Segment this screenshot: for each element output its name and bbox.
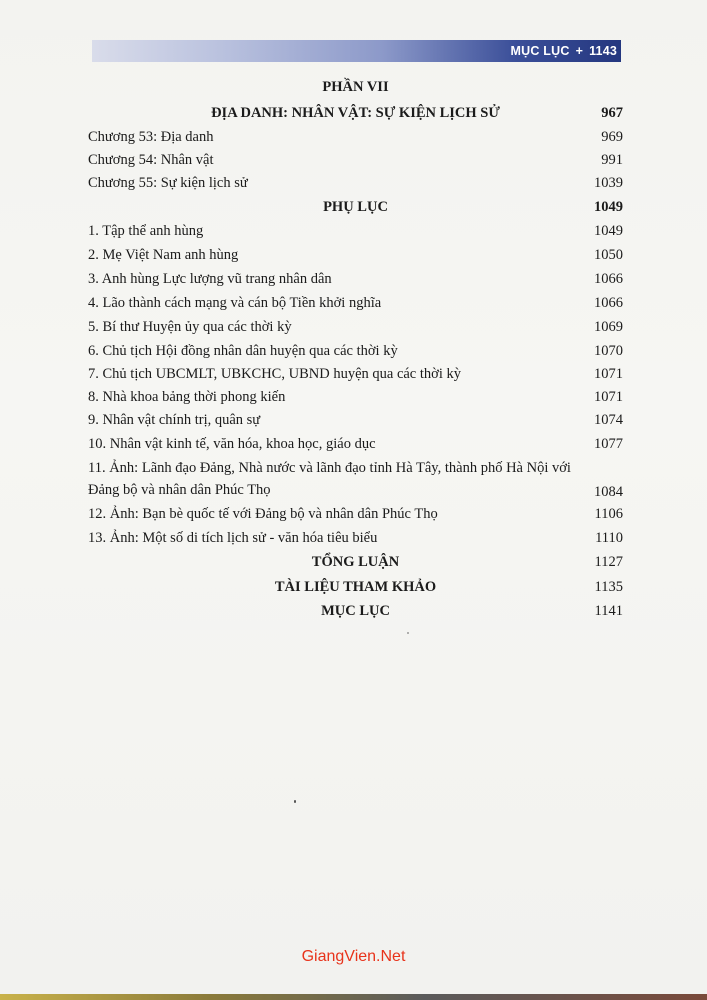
toc-entry-page: 1071	[594, 389, 623, 405]
print-speck	[294, 800, 296, 803]
toc-entry-page: 991	[601, 152, 623, 168]
toc-entry-label: 10. Nhân vật kinh tế, văn hóa, khoa học, giáo dục	[88, 436, 376, 452]
toc-entry-page: 1077	[594, 436, 623, 452]
toc-entry-page: 1049	[594, 223, 623, 239]
toc-entry-page: 1084	[594, 484, 623, 500]
toc-entry-label: Chương 54: Nhân vật	[88, 152, 214, 168]
toc-entry-page: 969	[601, 129, 623, 145]
toc-entry-label: 1. Tập thể anh hùng	[88, 223, 204, 239]
toc-entry-label: 4. Lão thành cách mạng và cán bộ Tiền khởi nghĩa	[88, 295, 382, 311]
toc-entry-page: 1066	[594, 271, 623, 287]
running-header-separator: +	[575, 44, 584, 58]
toc-entry-label: 7. Chủ tịch UBCMLT, UBKCHC, UBND huyện qua các thời kỳ	[88, 366, 461, 382]
toc-entry-page: 1069	[594, 319, 623, 335]
bottom-edge	[0, 994, 707, 1000]
toc-entry-label: 2. Mẹ Việt Nam anh hùng	[88, 247, 239, 263]
toc-entry-label: 9. Nhân vật chính trị, quân sự	[88, 412, 261, 428]
running-header-title: MỤC LỤC	[510, 44, 570, 58]
running-header	[511, 41, 617, 61]
running-header-page-number: 1143	[589, 44, 617, 58]
toc-entry-label: 13. Ảnh: Một số di tích lịch sử - văn hóa tiêu biểu	[88, 530, 378, 546]
appendix-page: 1049	[594, 199, 623, 215]
appendix-title: PHỤ LỤC	[323, 199, 388, 215]
toc-entry-page: 1066	[594, 295, 623, 311]
toc-entry-label: Chương 55: Sự kiện lịch sử	[88, 175, 248, 191]
toc-entry-label: 5. Bí thư Huyện ủy qua các thời kỳ	[88, 319, 292, 335]
part-page: 967	[601, 105, 623, 121]
toc-entry-label: 6. Chủ tịch Hội đồng nhân dân huyện qua các thời kỳ	[88, 343, 398, 359]
toc-entry-label: TÀI LIỆU THAM KHẢO	[274, 579, 437, 595]
toc-entry-page: 1135	[594, 579, 623, 595]
print-speck	[407, 632, 409, 634]
toc-entry-page: 1071	[594, 366, 623, 382]
part-title: ĐỊA DANH: NHÂN VẬT: SỰ KIỆN LỊCH SỬ	[211, 105, 500, 121]
toc-entry-label: Chương 53: Địa danh	[88, 129, 214, 145]
toc-row-appendix-11	[88, 457, 623, 501]
toc-entry-page: 1074	[594, 412, 623, 428]
toc-entry-label: MỤC LỤC	[321, 603, 390, 619]
toc-entry-label: 12. Ảnh: Bạn bè quốc tế với Đảng bộ và nhân dân Phúc Thọ	[88, 506, 438, 522]
toc-entry-page: 1070	[594, 343, 623, 359]
toc-entry-page: 1110	[595, 530, 623, 546]
toc-entry-page: 1141	[594, 603, 623, 619]
toc-entry-label: TỔNG LUẬN	[311, 554, 400, 570]
toc-entry-page: 1106	[594, 506, 623, 522]
toc-entry-page: 1039	[594, 175, 623, 191]
toc-entry-label: 3. Anh hùng Lực lượng vũ trang nhân dân	[88, 271, 332, 287]
toc-entry-label: 11. Ảnh: Lãnh đạo Đảng, Nhà nước và lãnh đạo tỉnh Hà Tây, thành phố Hà Nội với Đảng bộ và nhân dân Phúc Thọ	[88, 460, 571, 498]
toc-entry-page: 1127	[594, 554, 623, 570]
watermark: GiangVien.Net	[301, 948, 406, 965]
part-label: PHẦN VII	[322, 79, 389, 95]
toc-entry-page: 1050	[594, 247, 623, 263]
toc-entry-label: 8. Nhà khoa bảng thời phong kiến	[88, 389, 286, 405]
